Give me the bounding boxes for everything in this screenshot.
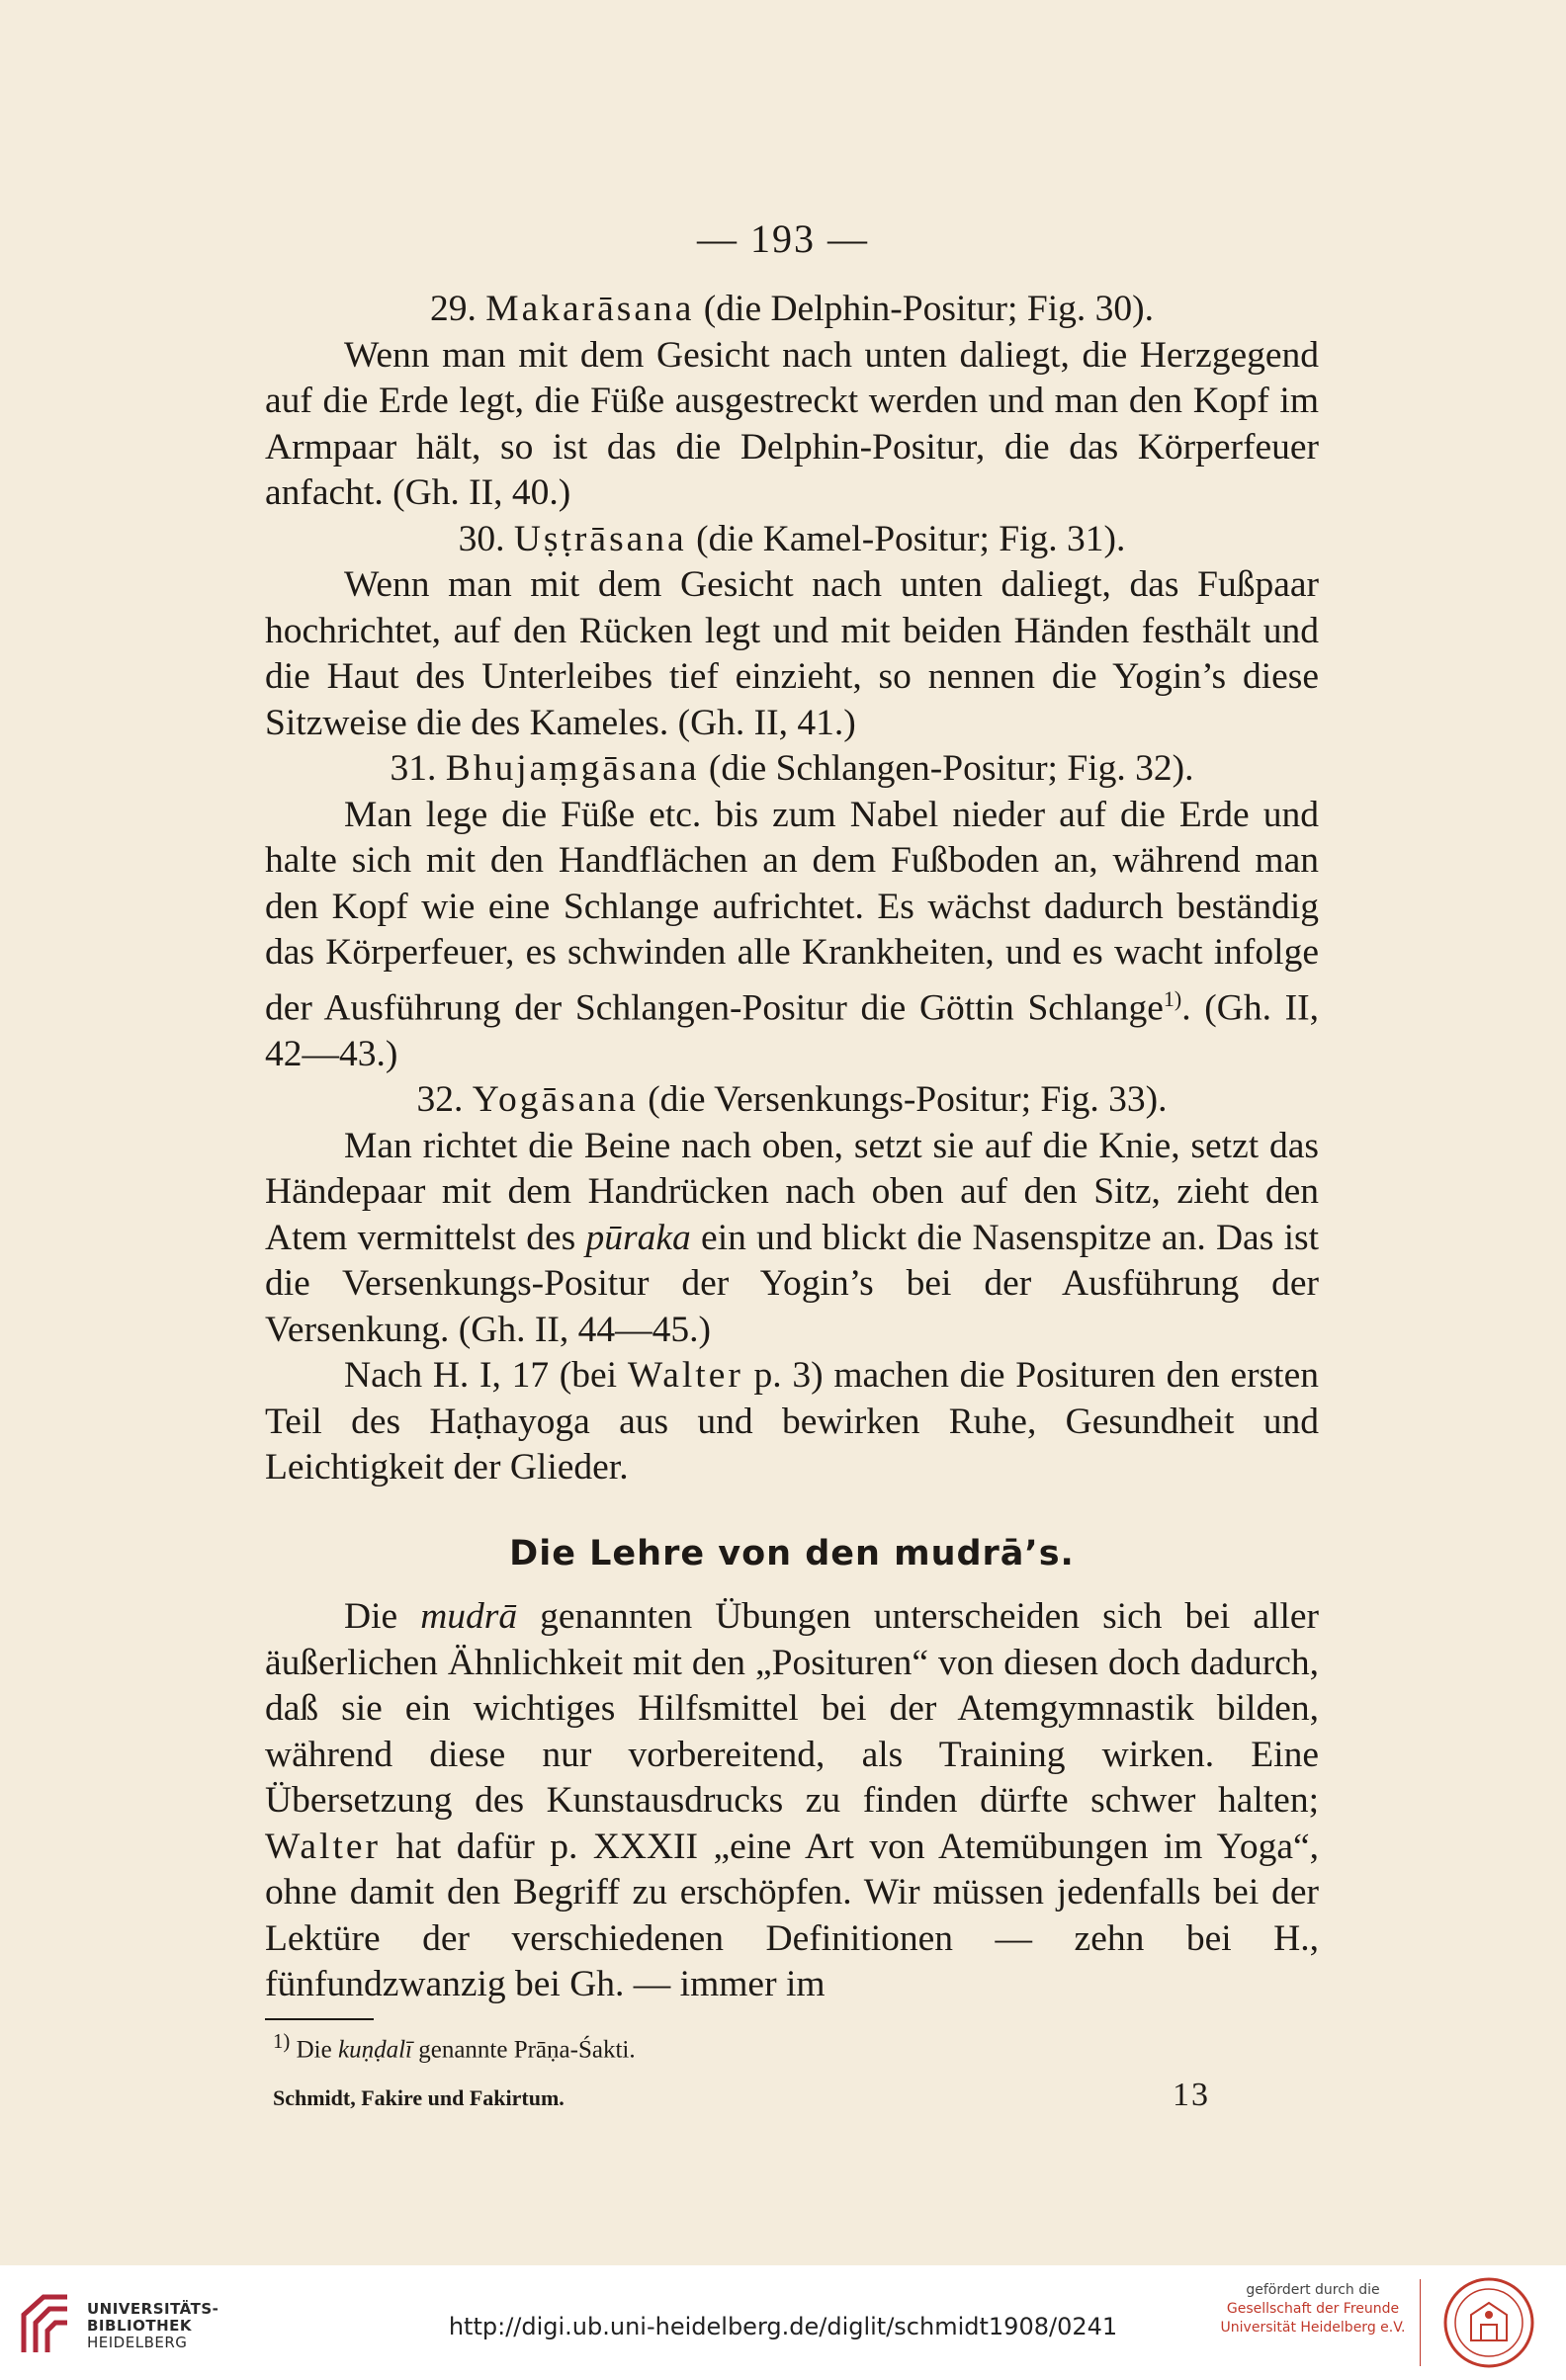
university-seal-icon xyxy=(1441,2275,1536,2370)
section-30-heading xyxy=(265,517,1319,563)
asana-term: Yogāsana xyxy=(472,1079,639,1120)
footnote-mark: 1) xyxy=(273,2028,291,2053)
section-29-heading xyxy=(265,287,1319,333)
book-title-footer: Schmidt, Fakire und Fakirtum. xyxy=(273,2084,565,2110)
library-name-line: UNIVERSITÄTS- xyxy=(87,2300,219,2318)
footnote-text: Die xyxy=(290,2035,338,2063)
section-31-heading xyxy=(265,746,1319,793)
section-32-heading xyxy=(265,1077,1319,1124)
library-name-line: HEIDELBERG xyxy=(87,2334,188,2351)
paragraph-text: hat dafür p. XXXII „eine Art von Atemübungen im Yoga“, ohne damit den Begriff zu erschöpfen. Wir müssen jedenfalls bei der Lektüre der verschiedenen Definitionen — zehn bei H., fünfundzwanzig bei Gh. — immer im xyxy=(265,1826,1319,2004)
footnote-text: genannte Prāṇa-Śakti. xyxy=(411,2035,636,2063)
italic-term: mudrā xyxy=(420,1596,518,1637)
paragraph-text: genannten Übungen unterscheiden sich bei aller äußerlichen Ähnlichkeit mit den „Posituren“ von diesen doch dadurch, daß sie ein wichtiges Hilfsmittel bei der Atemgymnastik bilden, während diese nur vorbereitend, als Training wirken. Eine Übersetzung des Kunstausdrucks zu finden dürfte schwer halten; xyxy=(265,1596,1319,1821)
paragraph-text: p. 3) machen die Posituren den ersten Teil des Haṭhayoga aus und bewirken Ruhe, Gesundheit und Leichtigkeit der Glieder. xyxy=(265,1355,1319,1488)
section-title: (die Kamel-Positur; Fig. 31). xyxy=(686,518,1126,559)
paragraph: Wenn man mit dem Gesicht nach unten daliegt, die Herzgegend auf die Erde legt, die Füße ausgestreckt werden und man den Kopf im Armpaar hält, so ist das die Delphin-Positur, die das Körperfeuer anfacht. (Gh. II, 40.) xyxy=(265,334,1319,513)
asana-term: Makarāsana xyxy=(485,289,695,329)
author-name: Walter xyxy=(265,1826,382,1867)
footnote-reference: 1) xyxy=(1163,985,1182,1011)
library-name-line: BIBLIOTHEK xyxy=(87,2317,192,2335)
digitization-footer xyxy=(0,2265,1566,2380)
sponsor-block xyxy=(1214,2281,1412,2338)
section-title: (die Versenkungs-Positur; Fig. 33). xyxy=(638,1079,1168,1120)
section-title: (die Delphin-Positur; Fig. 30). xyxy=(694,289,1154,329)
paragraph xyxy=(265,1594,1319,2008)
running-footer xyxy=(265,2073,1319,2122)
chapter-heading: Die Lehre von den mudrā’s. xyxy=(509,1533,1075,1573)
section-title: (die Schlangen-Positur; Fig. 32). xyxy=(699,748,1194,789)
section-number: 32. xyxy=(416,1079,464,1120)
asana-term: Bhujaṃgāsana xyxy=(445,748,700,789)
author-name: Walter xyxy=(627,1355,743,1396)
asana-term: Uṣṭrāsana xyxy=(513,518,687,559)
main-text xyxy=(265,287,1319,2121)
paragraph-text: ein und blickt die Nasenspitze an. Das ist die Versenkungs-Positur der Yogin’s bei der Ausführung der Versenkung. (Gh. II, 44—45.) xyxy=(265,1217,1319,1350)
divider xyxy=(1420,2279,1421,2366)
paragraph-text: Nach H. I, 17 (bei xyxy=(344,1355,628,1396)
paragraph-text: . (Gh. II, 42—43.) xyxy=(265,987,1319,1074)
paragraph-text: Die xyxy=(344,1596,421,1637)
paragraph xyxy=(265,793,1319,1078)
paragraph xyxy=(265,1124,1319,1354)
footnote-divider xyxy=(265,2018,374,2020)
sponsor-label: gefördert durch die xyxy=(1246,2282,1380,2298)
paragraph xyxy=(265,1353,1319,1491)
paragraph-text: Man lege die Füße etc. bis zum Nabel nieder auf die Erde und halte sich mit den Handflächen an dem Fußboden an, während man den Kopf wie eine Schlange aufrichtet. Es wächst dadurch beständig das Körperfeuer, es schwinden alle Krankheiten, und es wacht infolge der Ausführung der Schlangen-Positur die Göttin Schlange xyxy=(265,794,1319,1028)
source-url-link[interactable]: http://digi.ub.uni-heidelberg.de/diglit/schmidt1908/0241 xyxy=(448,2313,1118,2340)
italic-term: kuṇḍalī xyxy=(337,2035,412,2063)
footnote xyxy=(265,2024,1319,2067)
signature-mark: 13 xyxy=(1173,2076,1210,2113)
section-number: 31. xyxy=(390,748,437,789)
sponsor-org: Universität Heidelberg e.V. xyxy=(1220,2320,1406,2336)
paragraph-text: Man richtet die Beine nach oben, setzt sie auf die Knie, setzt das Händepaar mit dem Handrücken nach oben auf den Sitz, zieht den Atem vermittelst des xyxy=(265,1125,1319,1258)
section-number: 30. xyxy=(458,518,505,559)
italic-term: pūraka xyxy=(585,1217,691,1258)
section-number: 29. xyxy=(430,289,477,329)
sponsor-org: Gesellschaft der Freunde xyxy=(1226,2301,1400,2317)
paragraph: Wenn man mit dem Gesicht nach unten daliegt, das Fußpaar hochrichtet, auf den Rücken legt und mit beiden Händen festhält und die Haut des Unterleibes tief einzieht, so nennen die Yogin’s diese Sitzweise die des Kameles. (Gh. II, 41.) xyxy=(265,564,1319,743)
page-number: — 193 — xyxy=(697,216,869,261)
